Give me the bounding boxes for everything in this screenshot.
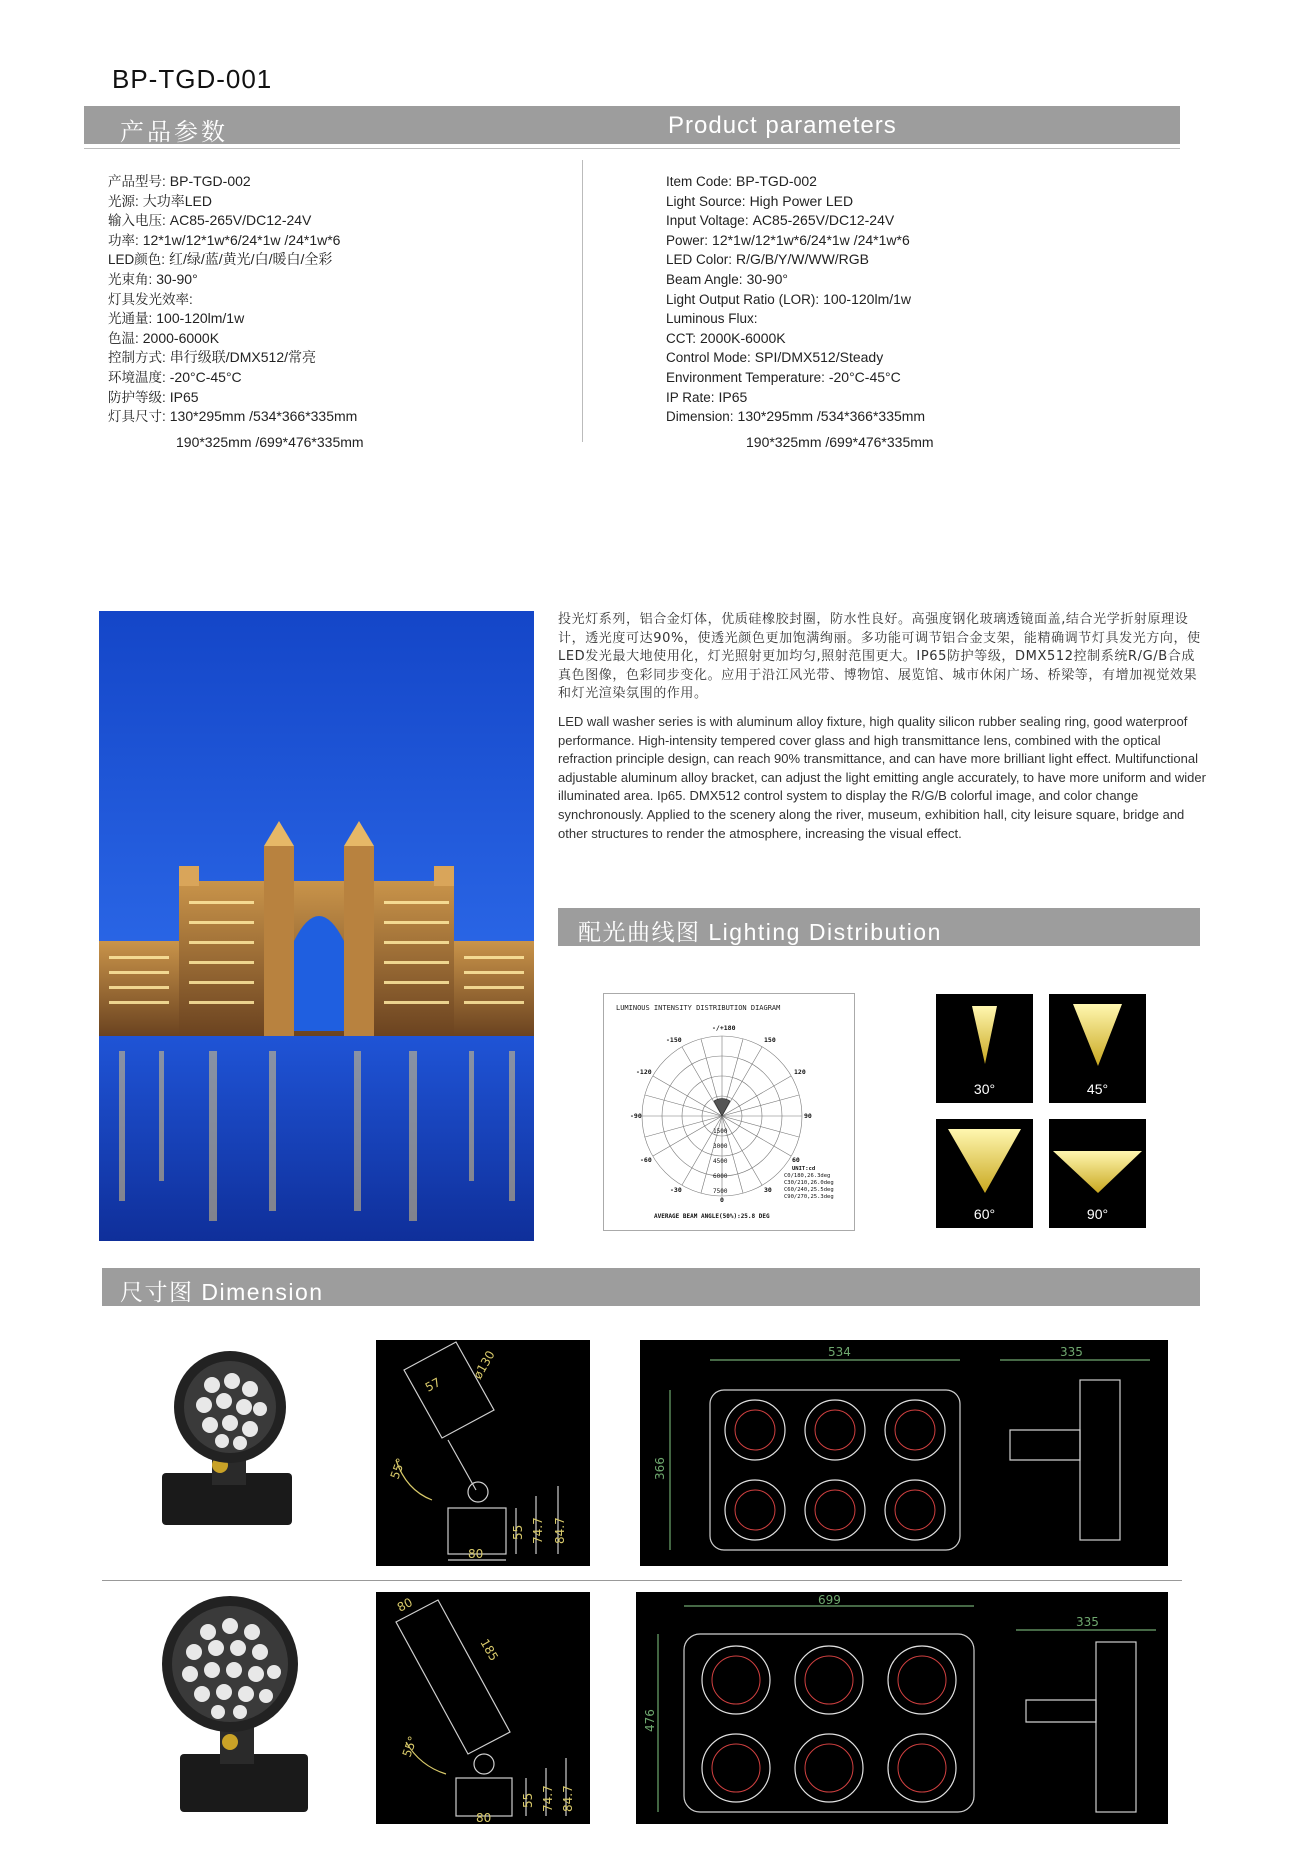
spec-cn-value: 串行级联/DMX512/常亮 bbox=[169, 349, 317, 366]
spec-en-label: Input Voltage: bbox=[666, 213, 749, 229]
dim-label: 699 bbox=[818, 1593, 841, 1607]
dimension-title: 尺寸图 Dimension bbox=[120, 1279, 324, 1305]
dim-label: 74.7 bbox=[541, 1785, 555, 1812]
description-en: LED wall washer series is with aluminum alloy fixture, high quality silicon rubber sealing ring, good waterproof performance. High-intensity tempered cover glass and high transmittance lens, combined with the optical refraction principle design, can reach 90% transmittance, and can have more brilliant light effect. Multifunctional adjustable aluminum alloy bracket, can adjust the light emitting angle accurately, to have more uniform and wider illuminated area. Ip65. DMX512 control system to display the R/G/B colorful image, and color change synchronously. Applied to the scenery along the river, museum, exhibition hall, city leisure square, bridge and other structures to render the atmosphere, increasing the visual effect. bbox=[558, 714, 1206, 841]
diagram-footer: AVERAGE BEAM ANGLE(50%):25.8 DEG bbox=[654, 1213, 770, 1220]
ring-label: 1500 bbox=[713, 1128, 728, 1135]
spec-cn-row bbox=[108, 388, 364, 408]
spec-en-row bbox=[666, 231, 934, 251]
spec-en-label: Light Output Ratio (LOR): bbox=[666, 291, 820, 307]
spec-cn-label: 光束角: bbox=[108, 271, 153, 287]
ring-label: 4500 bbox=[713, 1158, 728, 1165]
dim-label: 84.7 bbox=[561, 1785, 575, 1812]
lighting-distribution-title: 配光曲线图 Lighting Distribution bbox=[578, 919, 942, 945]
specs-divider bbox=[582, 160, 583, 442]
spec-cn-row bbox=[108, 231, 364, 251]
spec-cn-label: 防护等级: bbox=[108, 389, 166, 405]
curve-label: C30/210,26.0deg bbox=[784, 1180, 834, 1186]
beam-label: 30° bbox=[973, 1081, 996, 1097]
beam-label: 45° bbox=[1086, 1081, 1109, 1097]
spec-en-row bbox=[666, 270, 934, 290]
spec-cn-row bbox=[108, 368, 364, 388]
spec-cn-label: 功率: bbox=[108, 232, 139, 248]
curve-label: C0/180,26.3deg bbox=[784, 1173, 831, 1179]
lighting-distribution-bar bbox=[558, 908, 1200, 946]
spec-en-value: 2000K-6000K bbox=[700, 329, 786, 346]
beam-tile-60 bbox=[936, 1119, 1033, 1228]
spec-cn-label: 光通量: bbox=[108, 311, 153, 327]
luminous-intensity-diagram bbox=[603, 993, 855, 1231]
spec-en-row bbox=[666, 348, 934, 368]
spec-cn-label: 控制方式: bbox=[108, 350, 166, 366]
angle-label: -150 bbox=[666, 1036, 682, 1044]
dim-label: 80 bbox=[476, 1811, 492, 1824]
spec-cn-value: -20°C-45°C bbox=[169, 368, 242, 385]
parameters-title-cn: 产品参数 bbox=[120, 118, 228, 146]
spec-cn-value: BP-TGD-002 bbox=[169, 173, 251, 189]
beam-label: 60° bbox=[973, 1206, 996, 1222]
spec-cn-row bbox=[108, 329, 364, 349]
spec-en-label: Power: bbox=[666, 232, 709, 248]
angle-label: 0 bbox=[720, 1196, 724, 1204]
spec-en-row bbox=[666, 192, 934, 212]
dim-label: 55 bbox=[511, 1524, 525, 1540]
spec-cn-value: 大功率LED bbox=[142, 192, 212, 209]
spec-en-label: Luminous Flux: bbox=[666, 311, 758, 327]
spec-en-row bbox=[666, 388, 934, 408]
angle-label: -60 bbox=[640, 1156, 652, 1164]
dim-label: 74.7 bbox=[531, 1517, 545, 1544]
spec-cn-row bbox=[108, 290, 364, 310]
spec-en-value: 30-90° bbox=[746, 270, 788, 287]
specs-cn bbox=[108, 172, 364, 451]
dim-label: 476 bbox=[643, 1709, 657, 1732]
product-photo-large bbox=[150, 1592, 320, 1822]
spec-en-label: Dimension: bbox=[666, 409, 734, 425]
angle-label: -90 bbox=[630, 1112, 642, 1120]
model-title: BP-TGD-001 bbox=[112, 64, 273, 94]
cad-side-view-2 bbox=[376, 1592, 590, 1824]
parameters-title-en: Product parameters bbox=[668, 112, 897, 139]
curve-label: C60/240,25.5deg bbox=[784, 1187, 834, 1193]
dim-label: 534 bbox=[828, 1345, 851, 1359]
spec-cn-row bbox=[108, 172, 364, 192]
spec-en-row bbox=[666, 368, 934, 388]
spec-cn-value: 2000-6000K bbox=[142, 329, 220, 346]
spec-cn-row bbox=[108, 309, 364, 329]
cad-front-view-1 bbox=[640, 1340, 1168, 1566]
spec-cn-row bbox=[108, 407, 364, 427]
spec-cn-row bbox=[108, 270, 364, 290]
dim-label: 80 bbox=[468, 1547, 484, 1561]
spec-cn-value: IP65 bbox=[169, 388, 199, 405]
spec-cn-value: 12*1w/12*1w*6/24*1w /24*1w*6 bbox=[142, 231, 341, 248]
spec-cn-label: 色温: bbox=[108, 330, 139, 346]
beam-tile-30 bbox=[936, 994, 1033, 1103]
spec-cn-value: 红/绿/蓝/黄光/白/暖白/全彩 bbox=[169, 251, 333, 268]
spec-cn-label: 光源: bbox=[108, 193, 139, 209]
specs-en bbox=[666, 172, 934, 451]
angle-label: 150 bbox=[764, 1036, 776, 1044]
ring-label: 6000 bbox=[713, 1173, 728, 1180]
diagram-title: LUMINOUS INTENSITY DISTRIBUTION DIAGRAM bbox=[616, 1004, 781, 1012]
dim-label: 335 bbox=[1060, 1345, 1083, 1359]
dimension-bar bbox=[102, 1268, 1200, 1306]
spec-cn-label: 灯具发光效率: bbox=[108, 291, 193, 307]
diagram-unit: UNIT:cd bbox=[792, 1166, 816, 1172]
angle-label: -/+180 bbox=[712, 1024, 736, 1032]
spec-en-row bbox=[666, 290, 934, 310]
parameters-header-bar bbox=[84, 106, 1180, 144]
night-hotel-photo bbox=[99, 611, 534, 1241]
ring-label: 3000 bbox=[713, 1143, 728, 1150]
spec-en-row bbox=[666, 172, 934, 192]
dim-label: 185 bbox=[477, 1636, 501, 1664]
spec-cn-row bbox=[108, 250, 364, 270]
spec-en-label: IP Rate: bbox=[666, 389, 715, 405]
spec-en-row bbox=[666, 329, 934, 349]
beam-tile-45 bbox=[1049, 994, 1146, 1103]
dim-label: 55° bbox=[387, 1456, 409, 1482]
product-photo-small bbox=[150, 1345, 320, 1545]
angle-label: 120 bbox=[794, 1068, 806, 1076]
spec-cn-extra: 190*325mm /699*476*335mm bbox=[176, 433, 364, 450]
spec-en-value: AC85-265V/DC12-24V bbox=[752, 212, 895, 229]
angle-label: -120 bbox=[636, 1068, 652, 1076]
spec-en-value: 12*1w/12*1w*6/24*1w /24*1w*6 bbox=[712, 231, 910, 248]
spec-en-label: Environment Temperature: bbox=[666, 369, 825, 385]
spec-cn-label: 环境温度: bbox=[108, 369, 166, 385]
spec-cn-row bbox=[108, 192, 364, 212]
spec-en-row bbox=[666, 211, 934, 231]
angle-label: 60 bbox=[792, 1156, 800, 1164]
spec-en-label: Light Source: bbox=[666, 193, 746, 209]
spec-en-label: Beam Angle: bbox=[666, 271, 743, 287]
dim-label: 55 bbox=[521, 1792, 535, 1808]
cad-side-view-1 bbox=[376, 1340, 590, 1566]
spec-en-value: 130*295mm /534*366*335mm bbox=[737, 408, 926, 425]
dim-label: ø130 bbox=[470, 1348, 498, 1382]
dim-label: 57 bbox=[422, 1375, 443, 1395]
spec-en-row bbox=[666, 309, 934, 329]
dim-label: 84.7 bbox=[553, 1517, 567, 1544]
spec-en-value: IP65 bbox=[718, 388, 748, 405]
spec-cn-row bbox=[108, 211, 364, 231]
spec-cn-value: AC85-265V/DC12-24V bbox=[169, 212, 312, 229]
spec-cn-value: 100-120lm/1w bbox=[156, 310, 245, 327]
spec-cn-label: LED颜色: bbox=[108, 252, 166, 268]
spec-en-row bbox=[666, 407, 934, 427]
spec-cn-label: 输入电压: bbox=[108, 213, 166, 229]
spec-cn-label: 灯具尺寸: bbox=[108, 409, 166, 425]
spec-en-label: Item Code: bbox=[666, 174, 733, 189]
dim-label: 55° bbox=[399, 1734, 421, 1760]
spec-cn-value: 30-90° bbox=[156, 270, 198, 287]
spec-en-value: R/G/B/Y/W/WW/RGB bbox=[736, 251, 870, 268]
spec-en-label: LED Color: bbox=[666, 252, 733, 268]
spec-en-extra: 190*325mm /699*476*335mm bbox=[746, 433, 934, 450]
spec-en-value: BP-TGD-002 bbox=[736, 173, 817, 189]
header-rule bbox=[84, 148, 1180, 149]
spec-en-value: 100-120lm/1w bbox=[823, 290, 912, 307]
cad-front-view-2 bbox=[636, 1592, 1168, 1824]
spec-cn-row bbox=[108, 348, 364, 368]
spec-en-label: CCT: bbox=[666, 330, 696, 346]
spec-en-value: SPI/DMX512/Steady bbox=[754, 349, 884, 366]
ring-label: 7500 bbox=[713, 1188, 728, 1195]
dim-label: 335 bbox=[1076, 1615, 1099, 1629]
beam-tile-90 bbox=[1049, 1119, 1146, 1228]
spec-en-value: -20°C-45°C bbox=[828, 368, 901, 385]
spec-en-value: High Power LED bbox=[749, 192, 854, 209]
dimension-row-divider bbox=[102, 1580, 1182, 1581]
curve-label: C90/270,25.3deg bbox=[784, 1194, 834, 1200]
spec-cn-label: 产品型号: bbox=[108, 174, 166, 189]
dim-label: 366 bbox=[653, 1457, 667, 1480]
angle-label: -30 bbox=[670, 1186, 682, 1194]
description-cn: 投光灯系列，铝合金灯体，优质硅橡胶封圈，防水性良好。高强度钢化玻璃透镜面盖,结合光学折射原理设计，透光度可达90%，使透光颜色更加饱满绚丽。多功能可调节铝合金支架，能精确调节灯具发光方向，使LED发光最大地使用化，灯光照射更加均匀,照射范围更大。IP65防护等级，DMX512控制系统R/G/B合成真色图像，色彩同步变化。应用于沿江风光带、博物馆、展览馆、城市休闲广场、桥梁等，有增加视觉效果和灯光渲染氛围的作用。 bbox=[558, 612, 1201, 701]
angle-label: 90 bbox=[804, 1112, 812, 1120]
spec-cn-value: 130*295mm /534*366*335mm bbox=[169, 408, 358, 425]
beam-label: 90° bbox=[1086, 1206, 1109, 1222]
angle-label: 30 bbox=[764, 1186, 772, 1194]
spec-en-label: Control Mode: bbox=[666, 350, 751, 366]
dim-label: 80 bbox=[394, 1595, 415, 1615]
spec-en-row bbox=[666, 250, 934, 270]
